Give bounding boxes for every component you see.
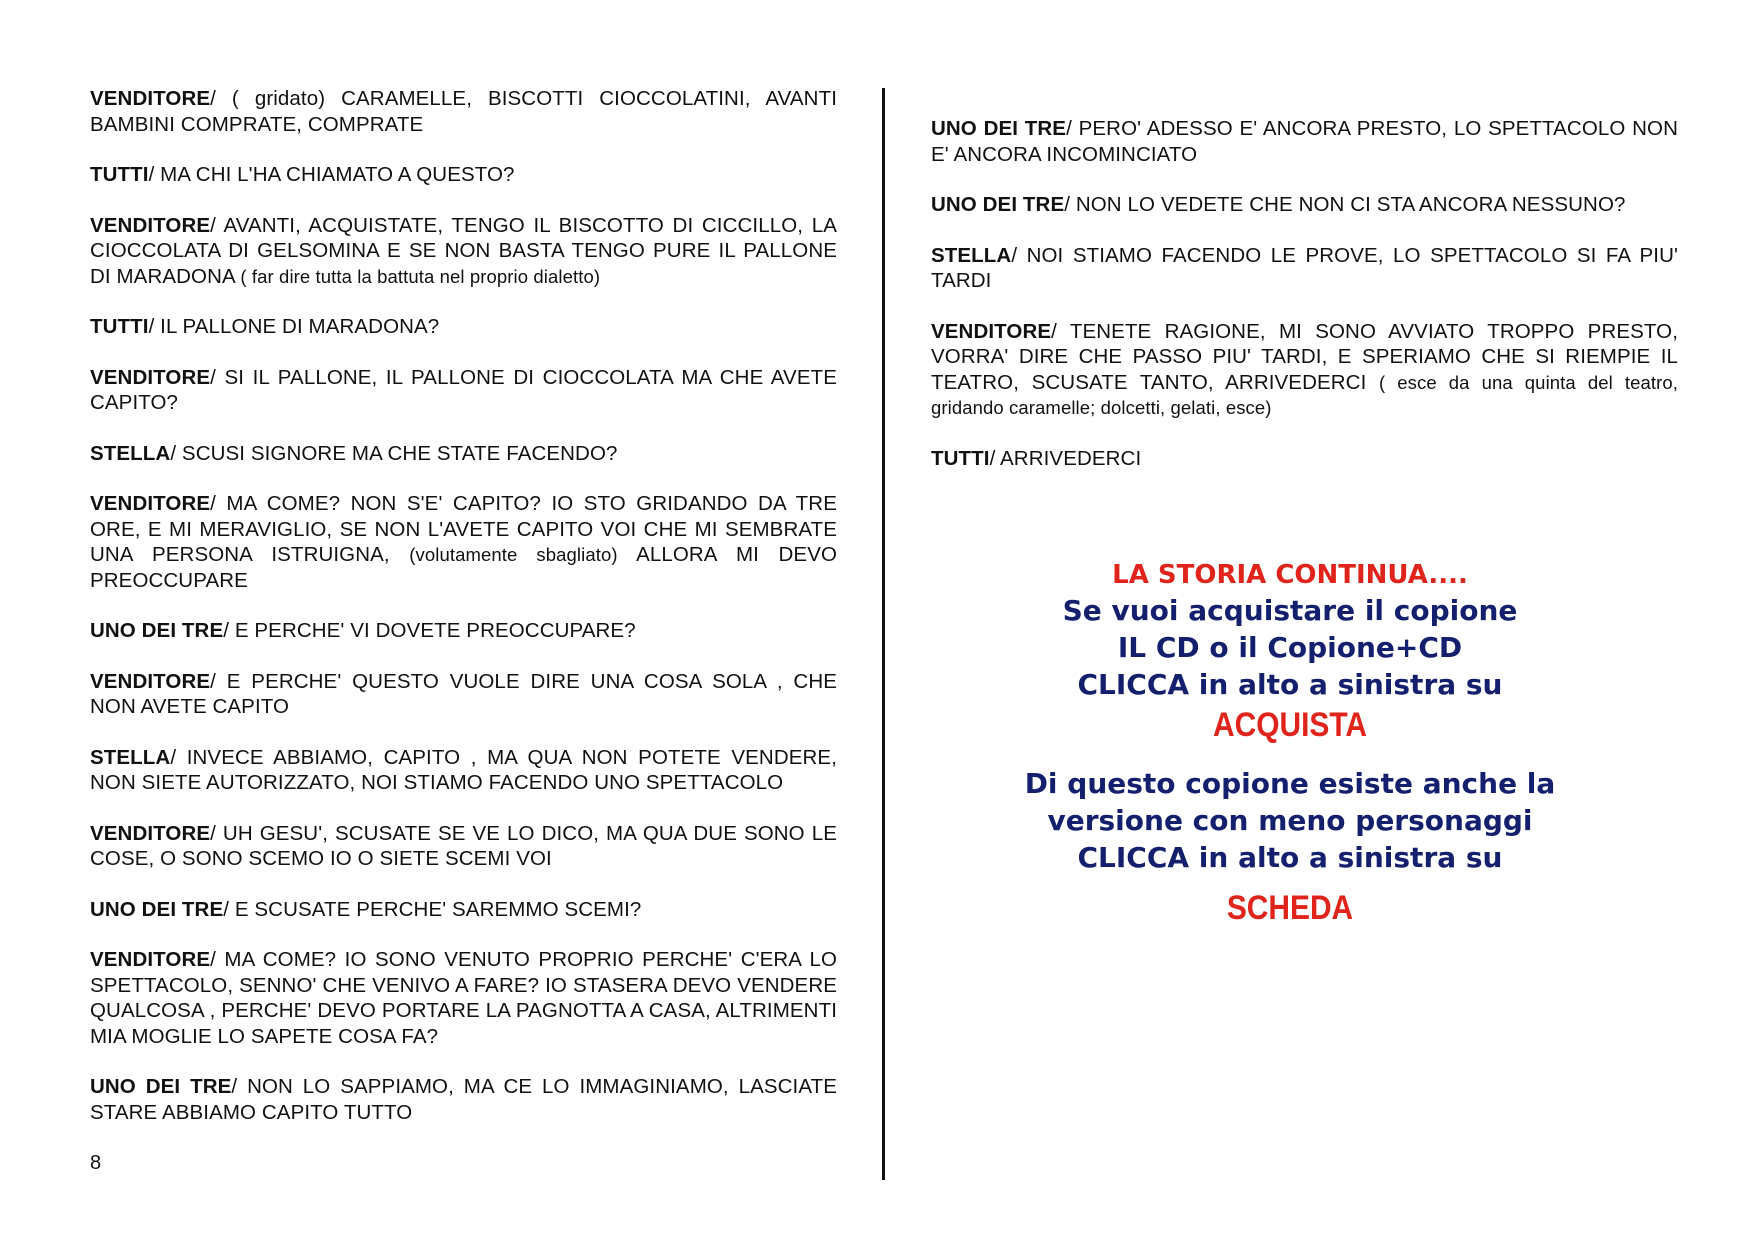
dialogue-line: [90, 365, 837, 416]
speaker-name: VENDITORE: [90, 948, 211, 971]
dialogue-line: [90, 213, 837, 290]
promo-line-2: IL CD o il Copione+CD: [1117, 631, 1463, 664]
speaker-name: VENDITORE: [90, 821, 211, 845]
speaker-name: VENDITORE: [90, 87, 211, 110]
speaker-name: TUTTI: [90, 163, 149, 186]
dialogue-text: / NOI STIAMO FACENDO LE PROVE, LO SPETTACOLO SI FA PIU' TARDI: [931, 243, 1678, 292]
dialogue-text: / MA COME? NON S'E' CAPITO? IO STO GRIDANDO DA TRE ORE, E MI MERAVIGLIO, SE NON L'AVETE CAPITO VOI CHE MI SEMBRATE UNA PERSONA ISTRUIGNA,: [90, 492, 837, 566]
dialogue-line: [90, 897, 837, 923]
stage-direction: (volutamente sbagliato): [409, 544, 618, 565]
dialogue-line: [90, 491, 837, 593]
dialogue-text: / PERO' ADESSO E' ANCORA PRESTO, LO SPETTACOLO NON E' ANCORA INCOMINCIATO: [931, 117, 1678, 166]
promo-line-6: CLICCA in alto a sinistra su: [1077, 841, 1503, 874]
stage-direction: ( esce da una quinta del teatro, gridando caramelle; dolcetti, gelati, esce): [931, 371, 1679, 418]
dialogue-line: [931, 192, 1678, 218]
dialogue-text: / IL PALLONE DI MARADONA?: [148, 315, 440, 338]
dialogue-text: / AVANTI, ACQUISTATE, TENGO IL BISCOTTO DI CICCILLO, LA CIOCCOLATA DI GELSOMINA E SE NON BASTA TENGO PURE IL PALLONE DI MARADONA: [90, 213, 837, 288]
promo-line-5: versione con meno personaggi: [1047, 804, 1533, 837]
speaker-name: VENDITORE: [931, 319, 1052, 343]
speaker-name: STELLA: [90, 441, 171, 465]
dialogue-text: / E PERCHE' QUESTO VUOLE DIRE UNA COSA SOLA , CHE NON AVETE CAPITO: [90, 669, 837, 718]
dialogue-line: [90, 745, 837, 796]
speaker-name: TUTTI: [931, 446, 990, 470]
dialogue-line: [90, 947, 837, 1049]
speaker-name: VENDITORE: [90, 669, 211, 693]
dialogue-text: / NON LO SAPPIAMO, MA CE LO IMMAGINIAMO, LASCIATE STARE ABBIAMO CAPITO TUTTO: [90, 1075, 837, 1124]
speaker-name: STELLA: [931, 243, 1012, 267]
dialogue-line: [931, 446, 1678, 472]
dialogue-line: [90, 441, 837, 467]
page-number: 8: [90, 1152, 102, 1174]
speaker-name: STELLA: [90, 745, 171, 769]
dialogue-text: / MA COME? IO SONO VENUTO PROPRIO PERCHE' C'ERA LO SPETTACOLO, SENNO' CHE VENIVO A FARE? IO STASERA DEVO VENDERE QUALCOSA , PERCHE' DEVO PORTARE LA PAGNOTTA A CASA, ALTRIMENTI MIA MOGLIE LO SAPETE COSA FA?: [90, 948, 837, 1048]
speaker-name: UNO DEI TRE: [931, 117, 1067, 140]
dialogue-line: [90, 86, 837, 137]
speaker-name: UNO DEI TRE: [90, 1075, 232, 1098]
dialogue-text: / ARRIVEDERCI: [989, 446, 1142, 470]
promo-line-3: CLICCA in alto a sinistra su: [1077, 668, 1503, 701]
dialogue-line: [90, 314, 837, 340]
promo-banner: [990, 558, 1590, 930]
dialogue-text: ALLORA MI DEVO PREOCCUPARE: [90, 543, 838, 592]
dialogue-text: / ( gridato) CARAMELLE, BISCOTTI CIOCCOLATINI, AVANTI BAMBINI COMPRATE, COMPRATE: [90, 87, 837, 136]
right-column: [931, 116, 1678, 496]
dialogue-text: / UH GESU', SCUSATE SE VE LO DICO, MA QUA DUE SONO LE COSE, O SONO SCEMO IO O SIETE SCEMI VOI: [90, 821, 837, 870]
column-divider: [882, 88, 885, 1180]
dialogue-line: [90, 669, 837, 720]
scheda-link[interactable]: SCHEDA: [1226, 889, 1354, 927]
dialogue-line: [931, 116, 1678, 167]
dialogue-text: / INVECE ABBIAMO, CAPITO , MA QUA NON POTETE VENDERE, NON SIETE AUTORIZZATO, NOI STIAMO FACENDO UNO SPETTACOLO: [90, 745, 837, 794]
promo-line-1: Se vuoi acquistare il copione: [1062, 594, 1518, 627]
promo-line-4: Di questo copione esiste anche la: [1024, 767, 1556, 800]
dialogue-text: / MA CHI L'HA CHIAMATO A QUESTO?: [148, 163, 515, 186]
speaker-name: TUTTI: [90, 315, 149, 338]
dialogue-text: / SCUSI SIGNORE MA CHE STATE FACENDO?: [170, 441, 618, 465]
acquista-link[interactable]: ACQUISTA: [1212, 706, 1368, 744]
speaker-name: VENDITORE: [90, 213, 211, 237]
dialogue-line: [90, 618, 837, 644]
left-column: [90, 86, 837, 1150]
stage-direction: ( far dire tutta la battuta nel proprio dialetto): [240, 265, 601, 287]
dialogue-text: / E PERCHE' VI DOVETE PREOCCUPARE?: [223, 619, 636, 642]
speaker-name: VENDITORE: [90, 492, 211, 515]
dialogue-line: [90, 821, 837, 872]
dialogue-line: [90, 162, 837, 188]
speaker-name: UNO DEI TRE: [931, 193, 1065, 216]
dialogue-line: [90, 1074, 837, 1125]
speaker-name: UNO DEI TRE: [90, 897, 224, 921]
dialogue-text: / TENETE RAGIONE, MI SONO AVVIATO TROPPO PRESTO, VORRA' DIRE CHE PASSO PIU' TARDI, E SPERIAMO CHE SI RIEMPIE IL TEATRO, SCUSATE TANTO, ARRIVEDERCI: [931, 319, 1678, 394]
dialogue-line: [931, 319, 1678, 421]
dialogue-text: / E SCUSATE PERCHE' SAREMMO SCEMI?: [223, 897, 642, 921]
dialogue-text: / SI IL PALLONE, IL PALLONE DI CIOCCOLATA MA CHE AVETE CAPITO?: [90, 365, 837, 414]
dialogue-line: [931, 243, 1678, 294]
dialogue-text: / NON LO VEDETE CHE NON CI STA ANCORA NESSUNO?: [1064, 193, 1626, 216]
speaker-name: VENDITORE: [90, 365, 211, 389]
promo-headline: LA STORIA CONTINUA....: [1112, 560, 1468, 590]
speaker-name: UNO DEI TRE: [90, 619, 224, 642]
